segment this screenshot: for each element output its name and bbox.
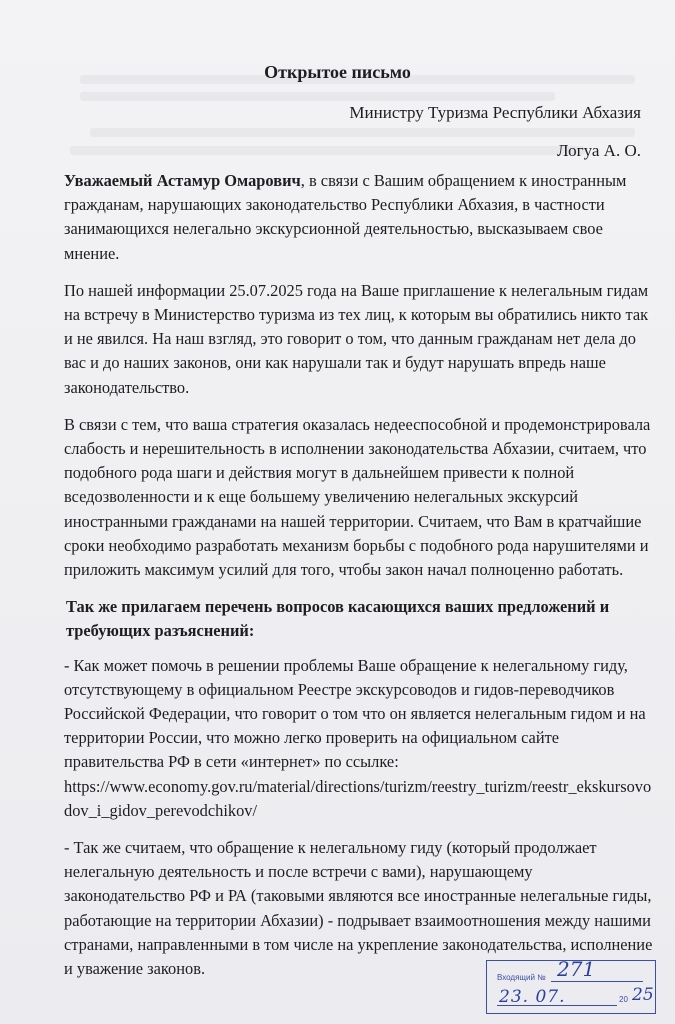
stamp-date: 23. 07. [499,987,566,1007]
questions-heading: Так же прилагаем перечень вопросов касающихся ваших предложений и требующих разъяснений: [66,597,610,641]
salutation: Уважаемый Астамур Омарович [64,171,301,190]
paragraph-strategy: В связи с тем, что ваша стратегия оказалась недееспособной и продемонстрировала слабость и нерешительность в исполнении законодательства Абхазии, считаем, что подобного рода шаги и действия могут в дальнейшем привести к полной вседозволенности и к еще большему увеличению нелегальных экскурсий иностранными гражданами на нашей территории. Считаем, что Вам в кратчайшие сроки необходимо разработать механизм борьбы с подобного рода нарушителями и приложить максимум усилий для того, чтобы закон начал полноценно работать. [64,414,651,580]
letter-title: Открытое письмо [264,62,411,82]
stamp-year-suffix: 25 [632,985,654,1005]
paragraph-intro-text: , в связи с Вашим обращением к иностранным гражданам, нарушающих законодательство Республики Абхазия, в частности занимающихся нелегально экскурсионной деятельностью, высказываем свое мнение. [64,171,627,263]
stamp-year-prefix: 20 [619,995,628,1004]
recipient-name: Логуа А. О. [557,141,641,160]
question-item [64,654,656,823]
bleed-through-line [90,128,635,137]
stamp-date-line [497,1005,617,1006]
paragraph-intro [64,169,656,266]
bleed-through-line [80,92,555,101]
stamp-number-line [551,981,643,982]
paragraph-meeting: По нашей информации 25.07.2025 года на Ваше приглашение к нелегальным гидам на встречу в Министерство туризма из тех лиц, к которым вы обратились никто так и не явился. На наш взгляд, это говорит о том, что данным гражданам нет дела до вас и до наших законов, они как нарушали так и будут нарушать впредь наше законодательство. [64,280,649,397]
question-item: - Так же считаем, что обращение к нелегальному гиду (который продолжает нелегальную деятельность и после встречи с вами), нарушающему законодательство РФ и РА (таковыми являются все иностранные нелегальные гиды, работающие на территории Абхазии) - подрывает взаимоотношения между нашими странами, направленными в том числе на укрепление законодательства, исполнение и уважение законов. [64,838,653,979]
letter-body [64,169,656,994]
bleed-through-line [70,146,585,155]
recipient-position: Министру Туризма Республики Абхазия [349,103,641,122]
incoming-stamp [486,957,656,1014]
stamp-label: Входящий № [497,973,546,982]
question-text: - Как может помочь в решении проблемы Ваше обращение к нелегальному гиду, отсутствующему в официальном Реестре экскурсоводов и гидов-переводчиков Российской Федерации, что говорит о том что он является нелегальным гидом и на территории России, что можно легко проверить на официальном сайте правительства РФ в сети «интернет» по ссылке: [64,655,646,772]
stamp-number: 271 [557,957,596,981]
registry-link[interactable]: https://www.economy.gov.ru/material/directions/turizm/reestry_turizm/reestr_ekskursovodov_i_gidov_perevodchikov/ [64,776,652,820]
